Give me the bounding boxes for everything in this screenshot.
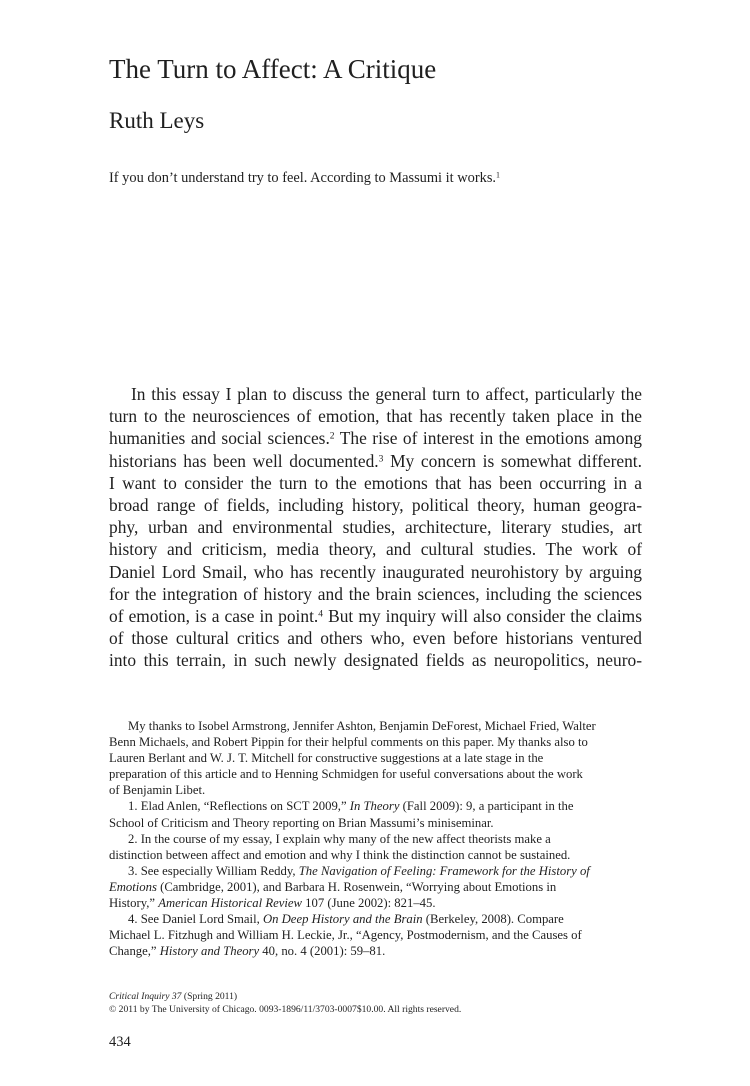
body-paragraph — [109, 383, 642, 671]
body-line: I want to consider the turn to the emotions that has been occurring in a — [109, 472, 642, 493]
copyright-line: © 2011 by The University of Chicago. 0093-1896/11/3703-0007$10.00. All rights reserved. — [109, 1004, 462, 1015]
footnotes — [109, 718, 622, 959]
body-line: for the integration of history and the brain sciences, including the sciences — [109, 583, 642, 604]
journal-info — [109, 990, 461, 1016]
body-line: broad range of fields, including history, political theory, human geogra- — [109, 494, 642, 515]
footnote-2: 2. In the course of my essay, I explain why many of the new affect theorists make a distinction between affect and emotion and why I think the distinction cannot be sustained. — [109, 831, 571, 862]
footnote-1: 1. Elad Anlen, “Reflections on SCT 2009,” In Theory (Fall 2009): 9, a participant in the School of Criticism and Theory reporting on Brian Massumi’s miniseminar. — [109, 799, 574, 830]
body-line: history and criticism, media theory, and cultural studies. The work of — [109, 539, 642, 560]
body-line: Daniel Lord Smail, who has recently inaugurated neurohistory by arguing — [109, 561, 642, 582]
body-line: humanities and social sciences.$^2$ The rise of interest in the emotions among — [109, 428, 642, 449]
article-title: The Turn to Affect: A Critique — [109, 54, 437, 84]
body-line: of emotion, is a case in point.$^4$ But my inquiry will also consider the claims — [109, 605, 642, 626]
page-number: 434 — [109, 1034, 131, 1050]
body-line: In this essay I plan to discuss the general turn to affect, particularly the — [131, 384, 642, 404]
article-author: Ruth Leys — [109, 108, 205, 133]
journal-citation: Critical Inquiry 37 (Spring 2011) — [109, 991, 238, 1002]
footnote-acknowledgment: My thanks to Isobel Armstrong, Jennifer Ashton, Benjamin DeForest, Michael Fried, Walter Benn Michaels, and Robert Pippin for their helpful comments on this paper. My thanks also to Lauren Berlant and W. J. T. Mitchell for constructive suggestions at a late stage in the preparation of this article and to Henning Schmidgen for useful conversations about the work of Benjamin Libet. — [109, 719, 596, 798]
body-line: turn to the neurosciences of emotion, that has recently taken place in the — [109, 406, 642, 427]
footnote-ref-4[interactable]: 4 — [318, 608, 324, 620]
body-line: into this terrain, in such newly designated fields as neuropolitics, neuro- — [109, 650, 642, 671]
footnote-4: 4. See Daniel Lord Smail, On Deep History and the Brain (Berkeley, 2008). Compare Michael L. Fitzhugh and William H. Leckie, Jr., “Agency, Postmodernism, and the Causes of Change,” History and Theory 40, no. 4 (2001): 59–81. — [109, 912, 582, 959]
body-line: phy, urban and environmental studies, architecture, literary studies, art — [109, 517, 642, 538]
epigraph — [109, 168, 500, 188]
footnote-ref-1[interactable]: 1 — [496, 170, 500, 180]
footnote-3: 3. See especially William Reddy, The Navigation of Feeling: Framework for the History of Emotions (Cambridge, 2001), and Barbara H. Rosenwein, “Worrying about Emotions in History,” American Historical Review 107 (June 2002): 821–45. — [109, 863, 590, 911]
body-line: of those cultural critics and others who, even before historians ventured — [109, 628, 642, 649]
footnote-ref-3[interactable]: 3 — [378, 452, 384, 464]
epigraph-text: If you don’t understand try to feel. According to Massumi it works. — [109, 170, 497, 186]
footnote-ref-2[interactable]: 2 — [329, 430, 335, 442]
body-line: historians has been well documented.$^3$ My concern is somewhat different. — [109, 450, 642, 471]
